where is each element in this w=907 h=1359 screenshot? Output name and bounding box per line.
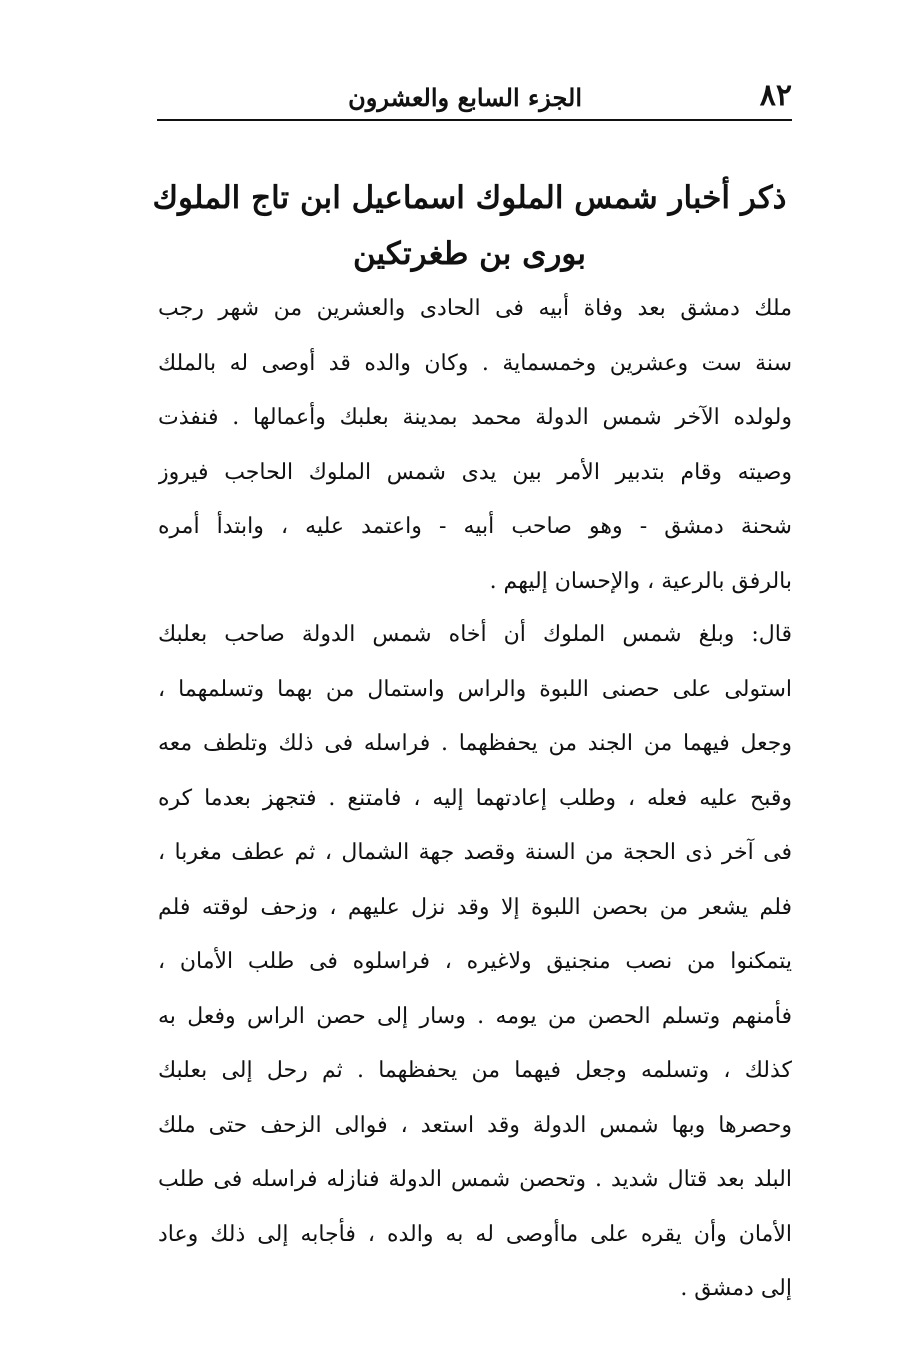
page-number: ٨٢ xyxy=(759,78,792,113)
text-line: وقبح عليه فعله ، وطلب إعادتهما إليه ، فامتنع . فتجهز بعدما كره xyxy=(158,785,792,811)
chapter-title xyxy=(150,170,789,282)
text-line: البلد بعد قتال شديد . وتحصن شمس الدولة فنازله فراسله فى طلب xyxy=(158,1167,792,1192)
text-line: فى آخر ذى الحجة من السنة وقصد جهة الشمال ، ثم عطف مغربا ، xyxy=(158,840,792,865)
running-title: الجزء السابع والعشرون xyxy=(348,83,582,112)
text-line: سنة ست وعشرين وخمسماية . وكان والده قد أوصى له بالملك xyxy=(158,350,792,376)
text-line: كذلك ، وتسلمه وجعل فيهما من يحفظهما . ثم رحل إلى بعلبك xyxy=(158,1058,792,1083)
text-line: يتمكنوا من نصب منجنيق ولاغيره ، فراسلوه فى طلب الأمان ، xyxy=(158,949,792,974)
header-rule xyxy=(157,119,792,121)
text-line: إلى دمشق . xyxy=(680,1276,792,1301)
chapter-title-line-1: ذكر أخبار شمس الملوك اسماعيل ابن تاج الملوك xyxy=(152,180,787,216)
text-line: فلم يشعر من بحصن اللبوة إلا وقد نزل عليهم ، وزحف لوقته فلم xyxy=(158,894,792,920)
text-line: فأمنهم وتسلم الحصن من يومه . وسار إلى حصن الراس وفعل به xyxy=(158,1003,792,1029)
running-header xyxy=(158,78,792,118)
text-line: استولى على حصنى اللبوة والراس واستمال من بهما وتسلمهما ، xyxy=(158,676,792,702)
chapter-title-line-2: بورى بن طغرتكين xyxy=(352,236,587,272)
text-line: ملك دمشق بعد وفاة أبيه فى الحادى والعشرين من شهر رجب xyxy=(158,296,792,321)
text-line: وحصرها وبها شمس الدولة وقد استعد ، فوالى الزحف حتى ملك xyxy=(158,1112,792,1138)
text-line: بالرفق بالرعية ، والإحسان إليهم . xyxy=(489,568,792,594)
text-line: شحنة دمشق - وهو صاحب أبيه - واعتمد عليه ، وابتدأ أمره xyxy=(158,514,792,539)
text-line: ولولده الآخر شمس الدولة محمد بمدينة بعلبك وأعمالها . فنفذت xyxy=(158,405,792,430)
text-line: وجعل فيهما من الجند من يحفظهما . فراسله فى ذلك وتلطف معه xyxy=(158,731,792,756)
text-line: قال: وبلغ شمس الملوك أن أخاه شمس الدولة صاحب بعلبك xyxy=(158,622,792,647)
paragraph-2 xyxy=(158,608,792,1317)
paragraph-1 xyxy=(158,282,792,609)
text-line: وصيته وقام بتدبير الأمر بين يدى شمس الملوك الحاجب فيروز xyxy=(158,459,792,485)
text-line: الأمان وأن يقره على ماأوصى له به والده ، فأجابه إلى ذلك وعاد xyxy=(158,1221,792,1247)
